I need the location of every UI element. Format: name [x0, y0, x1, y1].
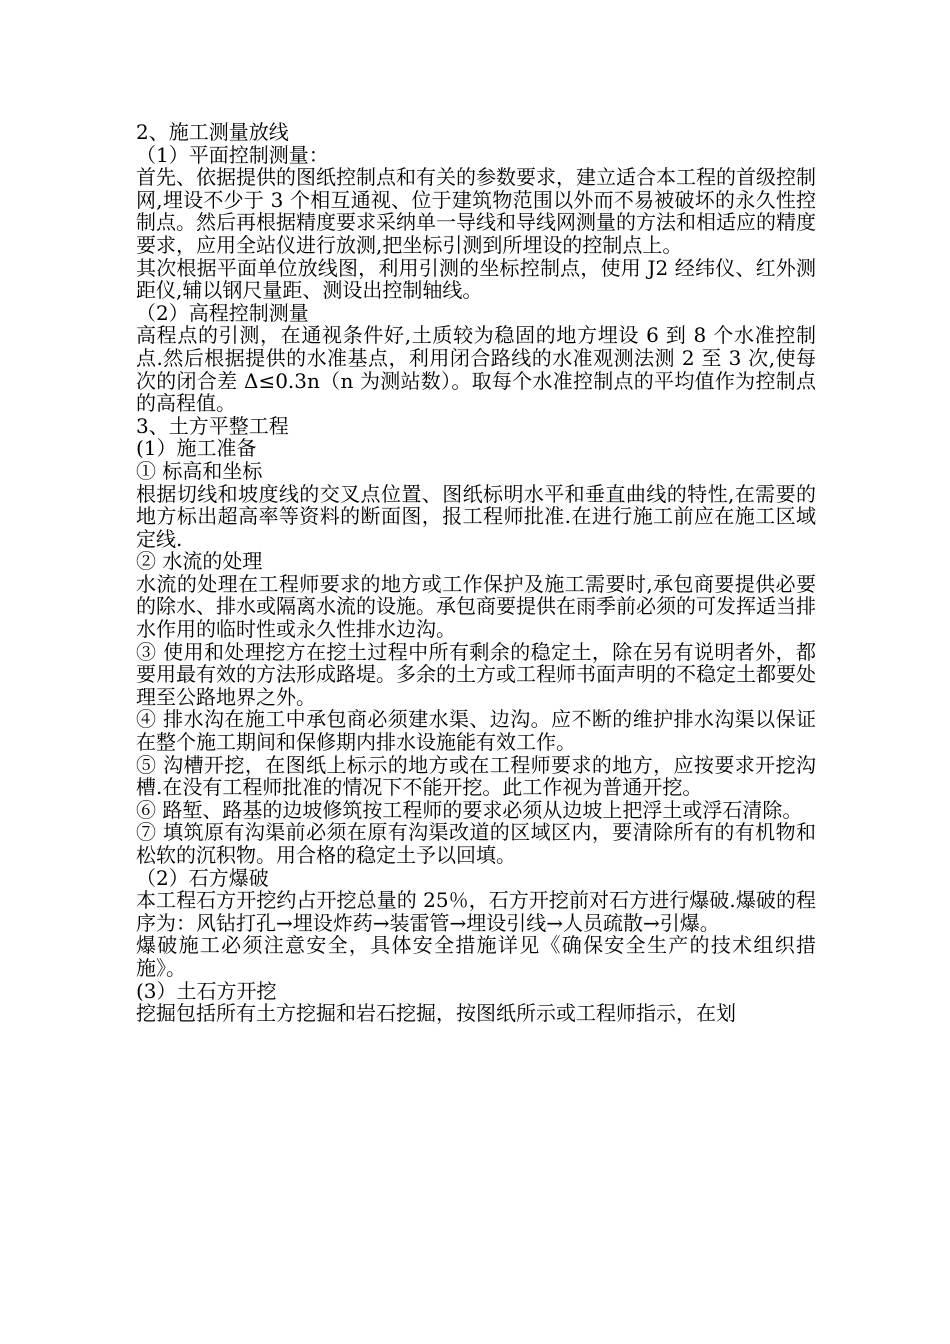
paragraph-slope-trimming: ⑥ 路堑、路基的边坡修筑按工程师的要求必须从边坡上把浮土或浮石清除。 — [136, 797, 803, 822]
section-heading-survey: 2、施工测量放线 — [136, 120, 289, 144]
item-heading-water-handling: ② 水流的处理 — [136, 549, 263, 574]
paragraph-water-handling: 水流的处理在工程师要求的地方或工作保护及施工需要时,承包商要提供必要的除水、排水或隔离水流的设施。承包商要提供在雨季前必须的可发挥适当排水作用的临时性或永久性排水边沟。 — [136, 571, 816, 642]
paragraph-control-network: 首先、依据提供的图纸控制点和有关的参数要求，建立适合本工程的首级控制网,埋设不少于 3 个相互通视、位于建筑物范围以外而不易被破坏的永久性控制点。然后再根据精度要求采纳单一导线和导线网测量的方法和相适应的精度要求，应用全站仪进行放测,把坐标引测到所埋设的控制点上。 — [136, 165, 816, 257]
paragraph-trench-excavation: ⑤ 沟槽开挖，在图纸上标示的地方或在工程师要求的地方，应按要求开挖沟槽.在没有工程师批准的情况下不能开挖。此工作视为普通开挖。 — [136, 752, 816, 800]
paragraph-blasting-safety: 爆破施工必须注意安全，具体安全措施详见《确保安全生产的技术组织措施》。 — [136, 933, 816, 980]
subsection-heading-preparation: (1）施工准备 — [136, 436, 257, 461]
document-page — [136, 121, 816, 1025]
paragraph-excavation-use: ③ 使用和处理挖方在挖土过程中所有剩余的稳定土，除在另有说明者外，都要用最有效的方法形成路堤。多余的土方或工程师书面声明的不稳定土都要处理至公路地界之外。 — [136, 639, 816, 709]
paragraph-ditch-filling: ⑦ 填筑原有沟渠前必须在原有沟渠改道的区域区内，要清除所有的有机物和松软的沉积物。用合格的稳定土予以回填。 — [136, 820, 816, 867]
section-heading-earthwork: 3、土方平整工程 — [136, 413, 289, 438]
subsection-heading-elevation-control: （2）高程控制测量 — [136, 300, 309, 325]
paragraph-excavation-scope: 挖掘包括所有土方挖掘和岩石挖掘，按图纸所示或工程师指示，在划 — [136, 1001, 736, 1026]
paragraph-axis-layout: 其次根据平面单位放线图，利用引测的坐标控制点，使用 J2 经纬仪、红外测距仪,辅以钢尺量距、测设出控制轴线。 — [136, 255, 816, 303]
item-heading-elevation-coordinates: ① 标高和坐标 — [136, 458, 263, 483]
paragraph-elevation-points: 高程点的引测，在通视条件好,土质较为稳固的地方埋设 6 到 8 个水准控制点.然后根据提供的水准基点，利用闭合路线的水准观测法测 2 至 3 次,使每次的闭合差 Δ≤0.3n（n 为测站数）。取每个水准控制点的平均值作为控制点的高程值。 — [136, 323, 816, 416]
subsection-heading-excavation: (3）土石方开挖 — [136, 978, 277, 1003]
paragraph-blasting-procedure: 本工程石方开挖约占开挖总量的 25％，石方开挖前对石方进行爆破.爆破的程序为：风钻打孔→埋设炸药→装雷管→埋设引线→人员疏散→引爆。 — [136, 888, 816, 935]
paragraph-section-drawings: 根据切线和坡度线的交叉点位置、图纸标明水平和垂直曲线的特性,在需要的地方标出超高率等资料的断面图，报工程师批准.在进行施工前应在施工区域定线. — [136, 481, 816, 551]
paragraph-drainage-ditch: ④ 排水沟在施工中承包商必须建水渠、边沟。应不断的维护排水沟渠以保证在整个施工期间和保修期内排水设施能有效工作。 — [136, 707, 816, 755]
subsection-heading-blasting: （2）石方爆破 — [136, 865, 269, 890]
subsection-heading-plane-control: （1）平面控制测量： — [136, 142, 329, 167]
